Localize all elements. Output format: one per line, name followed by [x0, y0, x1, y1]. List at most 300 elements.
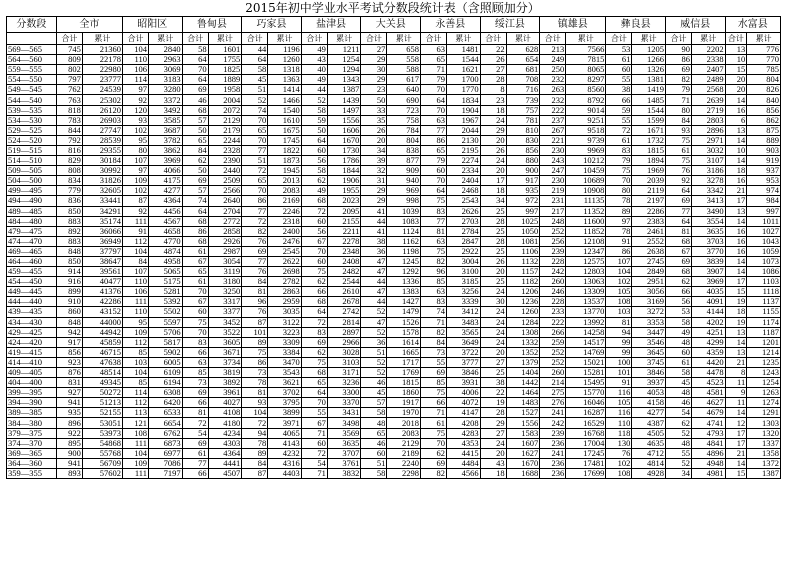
cell-subtotal: 110: [606, 418, 632, 428]
header-region: 巧家县: [242, 17, 302, 33]
cell-cumulative: 1671: [632, 125, 666, 135]
cell-subtotal: 83: [301, 327, 327, 337]
cell-subtotal: 64: [182, 206, 208, 216]
cell-subtotal: 8: [725, 368, 747, 378]
cell-cumulative: 1326: [632, 65, 666, 75]
cell-cumulative: 997: [506, 206, 540, 216]
cell-cumulative: 4896: [691, 448, 725, 458]
header-subtotal: 合计: [56, 33, 82, 45]
cell-subtotal: 22: [480, 388, 506, 398]
cell-subtotal: 831: [56, 378, 82, 388]
cell-cumulative: 1182: [506, 277, 540, 287]
cell-subtotal: 848: [56, 246, 82, 256]
header-region: 鲁甸县: [182, 17, 242, 33]
cell-cumulative: 22178: [82, 55, 122, 65]
cell-subtotal: 53: [606, 45, 632, 55]
cell-cumulative: 2023: [327, 196, 361, 206]
cell-cumulative: 3452: [208, 317, 242, 327]
cell-cumulative: 830: [506, 135, 540, 145]
cell-cumulative: 1967: [447, 115, 481, 125]
cell-subtotal: 834: [56, 176, 82, 186]
table-row: [7, 398, 781, 408]
cell-subtotal: 222: [540, 317, 566, 327]
cell-cumulative: 1196: [268, 45, 302, 55]
cell-cumulative: 2566: [208, 186, 242, 196]
cell-subtotal: 72: [301, 448, 327, 458]
cell-subtotal: 24: [480, 307, 506, 317]
cell-cumulative: 1118: [747, 287, 781, 297]
cell-subtotal: 16: [725, 105, 747, 115]
cell-cumulative: 10212: [566, 156, 606, 166]
cell-cumulative: 2703: [447, 216, 481, 226]
cell-cumulative: 16287: [566, 408, 606, 418]
cell-subtotal: 63: [421, 45, 447, 55]
cell-cumulative: 53973: [82, 428, 122, 438]
cell-cumulative: 2083: [387, 428, 421, 438]
cell-cumulative: 2640: [208, 196, 242, 206]
cell-cumulative: 1825: [208, 65, 242, 75]
cell-subtotal: 25: [480, 206, 506, 216]
cell-subtotal: 44: [361, 216, 387, 226]
cell-subtotal: 233: [540, 307, 566, 317]
cell-subtotal: 46: [665, 398, 691, 408]
cell-cumulative: 7815: [566, 55, 606, 65]
cell-subtotal: 74: [421, 307, 447, 317]
score-segment: 544—540: [7, 95, 57, 105]
cell-subtotal: 83: [606, 145, 632, 155]
cell-cumulative: 1387: [747, 468, 781, 478]
cell-subtotal: 48: [665, 438, 691, 448]
cell-subtotal: 9: [725, 388, 747, 398]
cell-subtotal: 17: [725, 277, 747, 287]
cell-cumulative: 1254: [327, 55, 361, 65]
cell-subtotal: 18: [480, 186, 506, 196]
cell-cumulative: 1969: [632, 166, 666, 176]
cell-subtotal: 92: [122, 95, 148, 105]
cell-cumulative: 1481: [447, 45, 481, 55]
cell-subtotal: 11: [725, 398, 747, 408]
cell-cumulative: 658: [387, 45, 421, 55]
cell-cumulative: 5392: [148, 297, 182, 307]
cell-subtotal: 836: [56, 196, 82, 206]
cell-cumulative: 2544: [327, 277, 361, 287]
cell-cumulative: 1198: [387, 246, 421, 256]
cell-cumulative: 41376: [82, 287, 122, 297]
cell-subtotal: 76: [242, 236, 268, 246]
cell-subtotal: 68: [182, 105, 208, 115]
cell-cumulative: 654: [506, 55, 540, 65]
cell-subtotal: 104: [122, 368, 148, 378]
cell-cumulative: 1363: [268, 75, 302, 85]
table-row: [7, 307, 781, 317]
cell-subtotal: 20: [725, 85, 747, 95]
cell-subtotal: 27: [361, 45, 387, 55]
cell-cumulative: 2155: [327, 216, 361, 226]
cell-cumulative: 935: [506, 186, 540, 196]
cell-cumulative: 1336: [387, 277, 421, 287]
cell-subtotal: 67: [301, 418, 327, 428]
cell-cumulative: 1419: [632, 85, 666, 95]
cell-cumulative: 3554: [691, 216, 725, 226]
cell-subtotal: 58: [301, 105, 327, 115]
cell-subtotal: 242: [540, 418, 566, 428]
cell-subtotal: 95: [122, 317, 148, 327]
table-row: [7, 145, 781, 155]
cell-subtotal: 927: [56, 388, 82, 398]
score-segment: 449—445: [7, 287, 57, 297]
table-row: [7, 196, 781, 206]
cell-subtotal: 47: [361, 287, 387, 297]
cell-cumulative: 4277: [632, 408, 666, 418]
cell-cumulative: 1263: [747, 388, 781, 398]
cell-cumulative: 640: [387, 85, 421, 95]
cell-subtotal: 130: [606, 438, 632, 448]
cell-subtotal: 62: [301, 277, 327, 287]
header-cumulative: 累计: [327, 33, 361, 45]
cell-cumulative: 9739: [566, 135, 606, 145]
cell-subtotal: 914: [56, 267, 82, 277]
cell-cumulative: 3122: [268, 317, 302, 327]
cell-subtotal: 113: [122, 408, 148, 418]
cell-subtotal: 64: [665, 216, 691, 226]
cell-subtotal: 66: [182, 468, 208, 478]
cell-cumulative: 15281: [566, 368, 606, 378]
cell-subtotal: 55: [606, 115, 632, 125]
cell-subtotal: 935: [56, 408, 82, 418]
cell-cumulative: 6308: [148, 388, 182, 398]
cell-cumulative: 3605: [208, 337, 242, 347]
cell-subtotal: 71: [421, 408, 447, 418]
cell-cumulative: 31826: [82, 176, 122, 186]
score-segment: 469—465: [7, 246, 57, 256]
score-segment: 549—545: [7, 85, 57, 95]
cell-subtotal: 228: [540, 297, 566, 307]
cell-subtotal: 111: [122, 297, 148, 307]
cell-cumulative: 15770: [566, 388, 606, 398]
cell-subtotal: 243: [540, 156, 566, 166]
cell-cumulative: 1292: [387, 267, 421, 277]
cell-subtotal: 249: [540, 55, 566, 65]
cell-cumulative: 16046: [566, 398, 606, 408]
cell-cumulative: 47638: [82, 357, 122, 367]
cell-subtotal: 57: [182, 115, 208, 125]
cell-cumulative: 3100: [447, 267, 481, 277]
cell-cumulative: 1011: [747, 216, 781, 226]
cell-subtotal: 47: [361, 267, 387, 277]
cell-subtotal: 60: [301, 216, 327, 226]
cell-cumulative: 1442: [506, 378, 540, 388]
cell-subtotal: 81: [421, 226, 447, 236]
cell-cumulative: 708: [506, 75, 540, 85]
cell-cumulative: 2698: [268, 267, 302, 277]
cell-cumulative: 2966: [327, 337, 361, 347]
cell-subtotal: 52: [361, 307, 387, 317]
cell-subtotal: 70: [421, 85, 447, 95]
cell-subtotal: 75: [665, 135, 691, 145]
cell-cumulative: 3832: [327, 468, 361, 478]
cell-subtotal: 762: [56, 85, 82, 95]
cell-cumulative: 1318: [268, 65, 302, 75]
cell-subtotal: 236: [540, 438, 566, 448]
cell-cumulative: 9969: [566, 145, 606, 155]
cell-cumulative: 7086: [148, 458, 182, 468]
cell-cumulative: 3272: [632, 307, 666, 317]
cell-cumulative: 1343: [327, 75, 361, 85]
cell-subtotal: 895: [56, 438, 82, 448]
cell-cumulative: 4316: [268, 458, 302, 468]
cell-cumulative: 877: [387, 156, 421, 166]
cell-subtotal: 44: [301, 85, 327, 95]
cell-subtotal: 29: [361, 196, 387, 206]
header-region: 镇雄县: [540, 17, 606, 33]
cell-subtotal: 69: [421, 458, 447, 468]
cell-cumulative: 3892: [208, 378, 242, 388]
header-blank: [7, 33, 57, 45]
cell-subtotal: 38: [361, 236, 387, 246]
cell-subtotal: 14: [725, 337, 747, 347]
cell-cumulative: 4566: [447, 468, 481, 478]
cell-cumulative: 757: [506, 105, 540, 115]
cell-subtotal: 20: [480, 347, 506, 357]
cell-cumulative: 1284: [506, 317, 540, 327]
cell-subtotal: 15: [725, 468, 747, 478]
cell-subtotal: 20: [480, 166, 506, 176]
cell-cumulative: 2440: [208, 166, 242, 176]
cell-cumulative: 2552: [632, 236, 666, 246]
cell-subtotal: 77: [421, 125, 447, 135]
cell-subtotal: 56: [301, 226, 327, 236]
cell-subtotal: 49: [665, 327, 691, 337]
cell-subtotal: 102: [606, 277, 632, 287]
cell-subtotal: 101: [606, 368, 632, 378]
cell-subtotal: 81: [182, 408, 208, 418]
cell-cumulative: 3236: [327, 378, 361, 388]
cell-subtotal: 46: [182, 95, 208, 105]
cell-cumulative: 919: [747, 156, 781, 166]
cell-subtotal: 24: [480, 438, 506, 448]
cell-cumulative: 46715: [82, 347, 122, 357]
score-segment: 374—370: [7, 438, 57, 448]
cell-subtotal: 70: [606, 176, 632, 186]
cell-subtotal: 829: [56, 156, 82, 166]
cell-cumulative: 997: [747, 206, 781, 216]
cell-cumulative: 3795: [268, 398, 302, 408]
cell-cumulative: 1383: [387, 287, 421, 297]
cell-cumulative: 1027: [747, 226, 781, 236]
cell-cumulative: 3339: [447, 297, 481, 307]
cell-subtotal: 89: [242, 337, 268, 347]
score-segment: 554—550: [7, 75, 57, 85]
cell-cumulative: 3069: [148, 65, 182, 75]
cell-cumulative: 856: [506, 145, 540, 155]
score-segment: 534—530: [7, 115, 57, 125]
cell-cumulative: 3447: [632, 327, 666, 337]
cell-subtotal: 102: [122, 186, 148, 196]
cell-subtotal: 10: [725, 55, 747, 65]
cell-cumulative: 1132: [506, 256, 540, 266]
cell-cumulative: 4143: [268, 438, 302, 448]
cell-subtotal: 266: [540, 327, 566, 337]
cell-subtotal: 13: [725, 206, 747, 216]
cell-cumulative: 2963: [148, 55, 182, 65]
cell-subtotal: 797: [56, 75, 82, 85]
cell-subtotal: 25: [480, 226, 506, 236]
cell-cumulative: 1260: [268, 55, 302, 65]
cell-cumulative: 3483: [447, 317, 481, 327]
cell-subtotal: 8: [480, 85, 506, 95]
cell-cumulative: 804: [747, 75, 781, 85]
cell-subtotal: 18: [725, 307, 747, 317]
cell-subtotal: 247: [540, 166, 566, 176]
cell-subtotal: 86: [242, 357, 268, 367]
cell-subtotal: 79: [606, 156, 632, 166]
cell-subtotal: 29: [480, 418, 506, 428]
cell-cumulative: 2189: [387, 448, 421, 458]
cell-subtotal: 63: [421, 236, 447, 246]
score-segment: 364—360: [7, 458, 57, 468]
cell-subtotal: 87: [122, 196, 148, 206]
cell-cumulative: 2274: [447, 156, 481, 166]
cell-cumulative: 4180: [208, 418, 242, 428]
cell-cumulative: 3761: [327, 458, 361, 468]
cell-subtotal: 104: [606, 267, 632, 277]
cell-cumulative: 12575: [566, 256, 606, 266]
cell-cumulative: 13063: [566, 277, 606, 287]
cell-subtotal: 72: [301, 206, 327, 216]
cell-subtotal: 24: [480, 156, 506, 166]
cell-subtotal: 106: [122, 65, 148, 75]
cell-subtotal: 52: [361, 368, 387, 378]
cell-subtotal: 276: [540, 398, 566, 408]
table-title: 2015年初中学业水平考试分数段统计表（含照顾加分）: [245, 1, 540, 15]
cell-subtotal: 20: [725, 75, 747, 85]
cell-cumulative: 1479: [387, 307, 421, 317]
cell-subtotal: 222: [540, 105, 566, 115]
cell-cumulative: 6194: [148, 378, 182, 388]
cell-subtotal: 24: [480, 115, 506, 125]
cell-subtotal: 60: [606, 65, 632, 75]
cell-subtotal: 71: [421, 65, 447, 75]
cell-subtotal: 70: [242, 186, 268, 196]
header-cumulative: 累计: [691, 33, 725, 45]
cell-cumulative: 1320: [747, 428, 781, 438]
cell-cumulative: 3169: [632, 297, 666, 307]
cell-cumulative: 48514: [82, 368, 122, 378]
cell-subtotal: 45: [361, 388, 387, 398]
score-segment: 484—480: [7, 216, 57, 226]
cell-subtotal: 84: [665, 115, 691, 125]
cell-subtotal: 64: [421, 186, 447, 196]
cell-cumulative: 4208: [447, 418, 481, 428]
cell-subtotal: 221: [540, 135, 566, 145]
cell-cumulative: 5281: [148, 287, 182, 297]
cell-subtotal: 109: [122, 458, 148, 468]
cell-cumulative: 36066: [82, 226, 122, 236]
score-segment: 459—455: [7, 267, 57, 277]
cell-cumulative: 2742: [327, 307, 361, 317]
cell-subtotal: 84: [182, 145, 208, 155]
cell-subtotal: 6: [725, 115, 747, 125]
cell-cumulative: 2638: [632, 246, 666, 256]
cell-cumulative: 4158: [632, 398, 666, 408]
cell-subtotal: 67: [182, 297, 208, 307]
header-cumulative: 累计: [148, 33, 182, 45]
cell-subtotal: 248: [540, 216, 566, 226]
cell-subtotal: 763: [56, 95, 82, 105]
cell-cumulative: 42286: [82, 297, 122, 307]
cell-cumulative: 2408: [327, 256, 361, 266]
cell-cumulative: 3223: [268, 327, 302, 337]
header-subtotal: 合计: [182, 33, 208, 45]
header-subtotal: 合计: [665, 33, 691, 45]
cell-cumulative: 3635: [327, 438, 361, 448]
cell-cumulative: 6109: [148, 368, 182, 378]
cell-subtotal: 62: [301, 176, 327, 186]
cell-subtotal: 52: [665, 428, 691, 438]
cell-cumulative: 38647: [82, 256, 122, 266]
cell-subtotal: 60: [301, 145, 327, 155]
cell-cumulative: 11352: [566, 206, 606, 216]
cell-subtotal: 77: [242, 206, 268, 216]
cell-cumulative: 4277: [148, 186, 182, 196]
cell-subtotal: 50: [361, 95, 387, 105]
cell-cumulative: 2922: [447, 246, 481, 256]
cell-cumulative: 781: [506, 115, 540, 125]
cell-cumulative: 1291: [747, 408, 781, 418]
cell-subtotal: 29: [361, 186, 387, 196]
cell-subtotal: 47: [361, 256, 387, 266]
cell-cumulative: 4108: [208, 408, 242, 418]
cell-subtotal: 92: [665, 176, 691, 186]
cell-cumulative: 1755: [208, 55, 242, 65]
cell-subtotal: 260: [540, 368, 566, 378]
cell-cumulative: 1174: [747, 317, 781, 327]
cell-subtotal: 66: [182, 347, 208, 357]
cell-subtotal: 33: [361, 105, 387, 115]
cell-cumulative: 1540: [268, 105, 302, 115]
table-row: [7, 327, 781, 337]
cell-subtotal: 71: [301, 468, 327, 478]
cell-subtotal: 63: [421, 115, 447, 125]
cell-cumulative: 1050: [506, 226, 540, 236]
cell-subtotal: 899: [56, 287, 82, 297]
cell-subtotal: 63: [421, 287, 447, 297]
cell-subtotal: 29: [361, 55, 387, 65]
cell-subtotal: 93: [242, 398, 268, 408]
cell-cumulative: 2278: [327, 236, 361, 246]
cell-cumulative: 1556: [327, 115, 361, 125]
cell-cumulative: 2119: [632, 186, 666, 196]
cell-subtotal: 52: [301, 95, 327, 105]
cell-cumulative: 23777: [82, 75, 122, 85]
cell-subtotal: 232: [540, 95, 566, 105]
cell-cumulative: 2847: [447, 236, 481, 246]
cell-cumulative: 2863: [268, 287, 302, 297]
cell-cumulative: 3103: [327, 357, 361, 367]
cell-subtotal: 92: [122, 206, 148, 216]
cell-cumulative: 1834: [447, 95, 481, 105]
cell-subtotal: 55: [665, 448, 691, 458]
cell-cumulative: 2719: [691, 105, 725, 115]
cell-subtotal: 45: [665, 378, 691, 388]
cell-subtotal: 64: [301, 388, 327, 398]
cell-cumulative: 6873: [148, 438, 182, 448]
cell-cumulative: 1201: [747, 337, 781, 347]
cell-subtotal: 856: [56, 347, 82, 357]
cell-cumulative: 1155: [747, 307, 781, 317]
header-region: 威信县: [665, 17, 725, 33]
cell-cumulative: 21360: [82, 45, 122, 55]
